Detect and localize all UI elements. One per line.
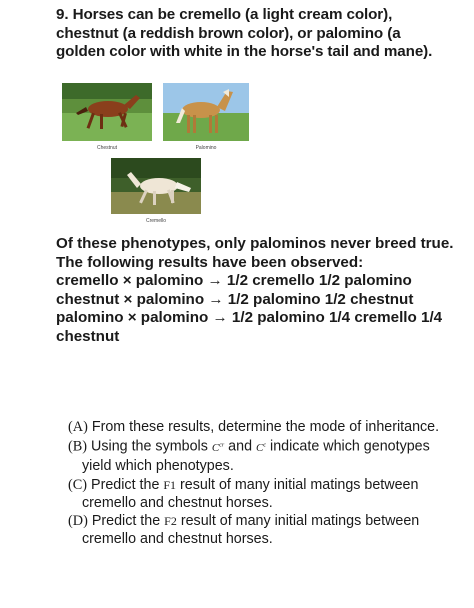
cremello-horse-image [111, 158, 201, 214]
part-d [68, 512, 448, 549]
part-b-text-1: Using the symbols [91, 438, 208, 455]
part-a-text: From these results, determine the mode of inheritance. [91, 419, 440, 435]
generation-f1: F1 [163, 477, 177, 492]
cross-chestnut-palomino: chestnut × palomino → 1/2 palomino 1/2 chestnut [56, 290, 414, 308]
part-c [68, 476, 448, 513]
palomino-caption: Palomino [195, 145, 217, 151]
part-c-text-1: Predict the [91, 476, 160, 493]
allele-symbol-c: $C^c$ [256, 441, 267, 454]
question-text: 9. Horses can be cremello (a light cream color), chestnut (a reddish brown color), or palomino (a golden color with white in the horse's tail and mane). [56, 6, 433, 60]
generation-f2: F2 [164, 514, 177, 529]
chestnut-horse-image [62, 83, 152, 141]
palomino-horse-image [163, 83, 249, 141]
question-parts [68, 418, 448, 549]
cremello-caption: Cremello [145, 218, 166, 224]
results-section [56, 235, 456, 347]
part-a [68, 418, 448, 436]
part-b [68, 436, 448, 475]
part-b-and: and [228, 438, 253, 455]
allele-symbol-cr: $C^{cr}$ [211, 441, 225, 454]
part-d-label: (D) [68, 513, 88, 530]
results-intro: Of these phenotypes, only palominos never breed true. The following results have been observed: [56, 235, 454, 271]
part-b-label: (B) [68, 438, 88, 455]
part-c-label: (C) [68, 476, 88, 493]
part-b-text-2: indicate which genotypes yield which phenotypes. [82, 438, 430, 475]
part-c-text-2: result of many initial matings between cremello and chestnut horses. [82, 476, 419, 511]
chestnut-caption: Chestnut [96, 145, 117, 151]
part-a-label: (A) [68, 419, 88, 435]
cross-palomino-palomino: palomino × palomino → 1/2 palomino 1/4 cremello 1/4 chestnut [56, 309, 443, 345]
cross-cremello-palomino: cremello × palomino → 1/2 cremello 1/2 palomino [56, 272, 412, 290]
part-d-text-1: Predict the [91, 513, 161, 530]
part-d-text-2: result of many initial matings between cremello and chestnut horses. [82, 513, 420, 548]
